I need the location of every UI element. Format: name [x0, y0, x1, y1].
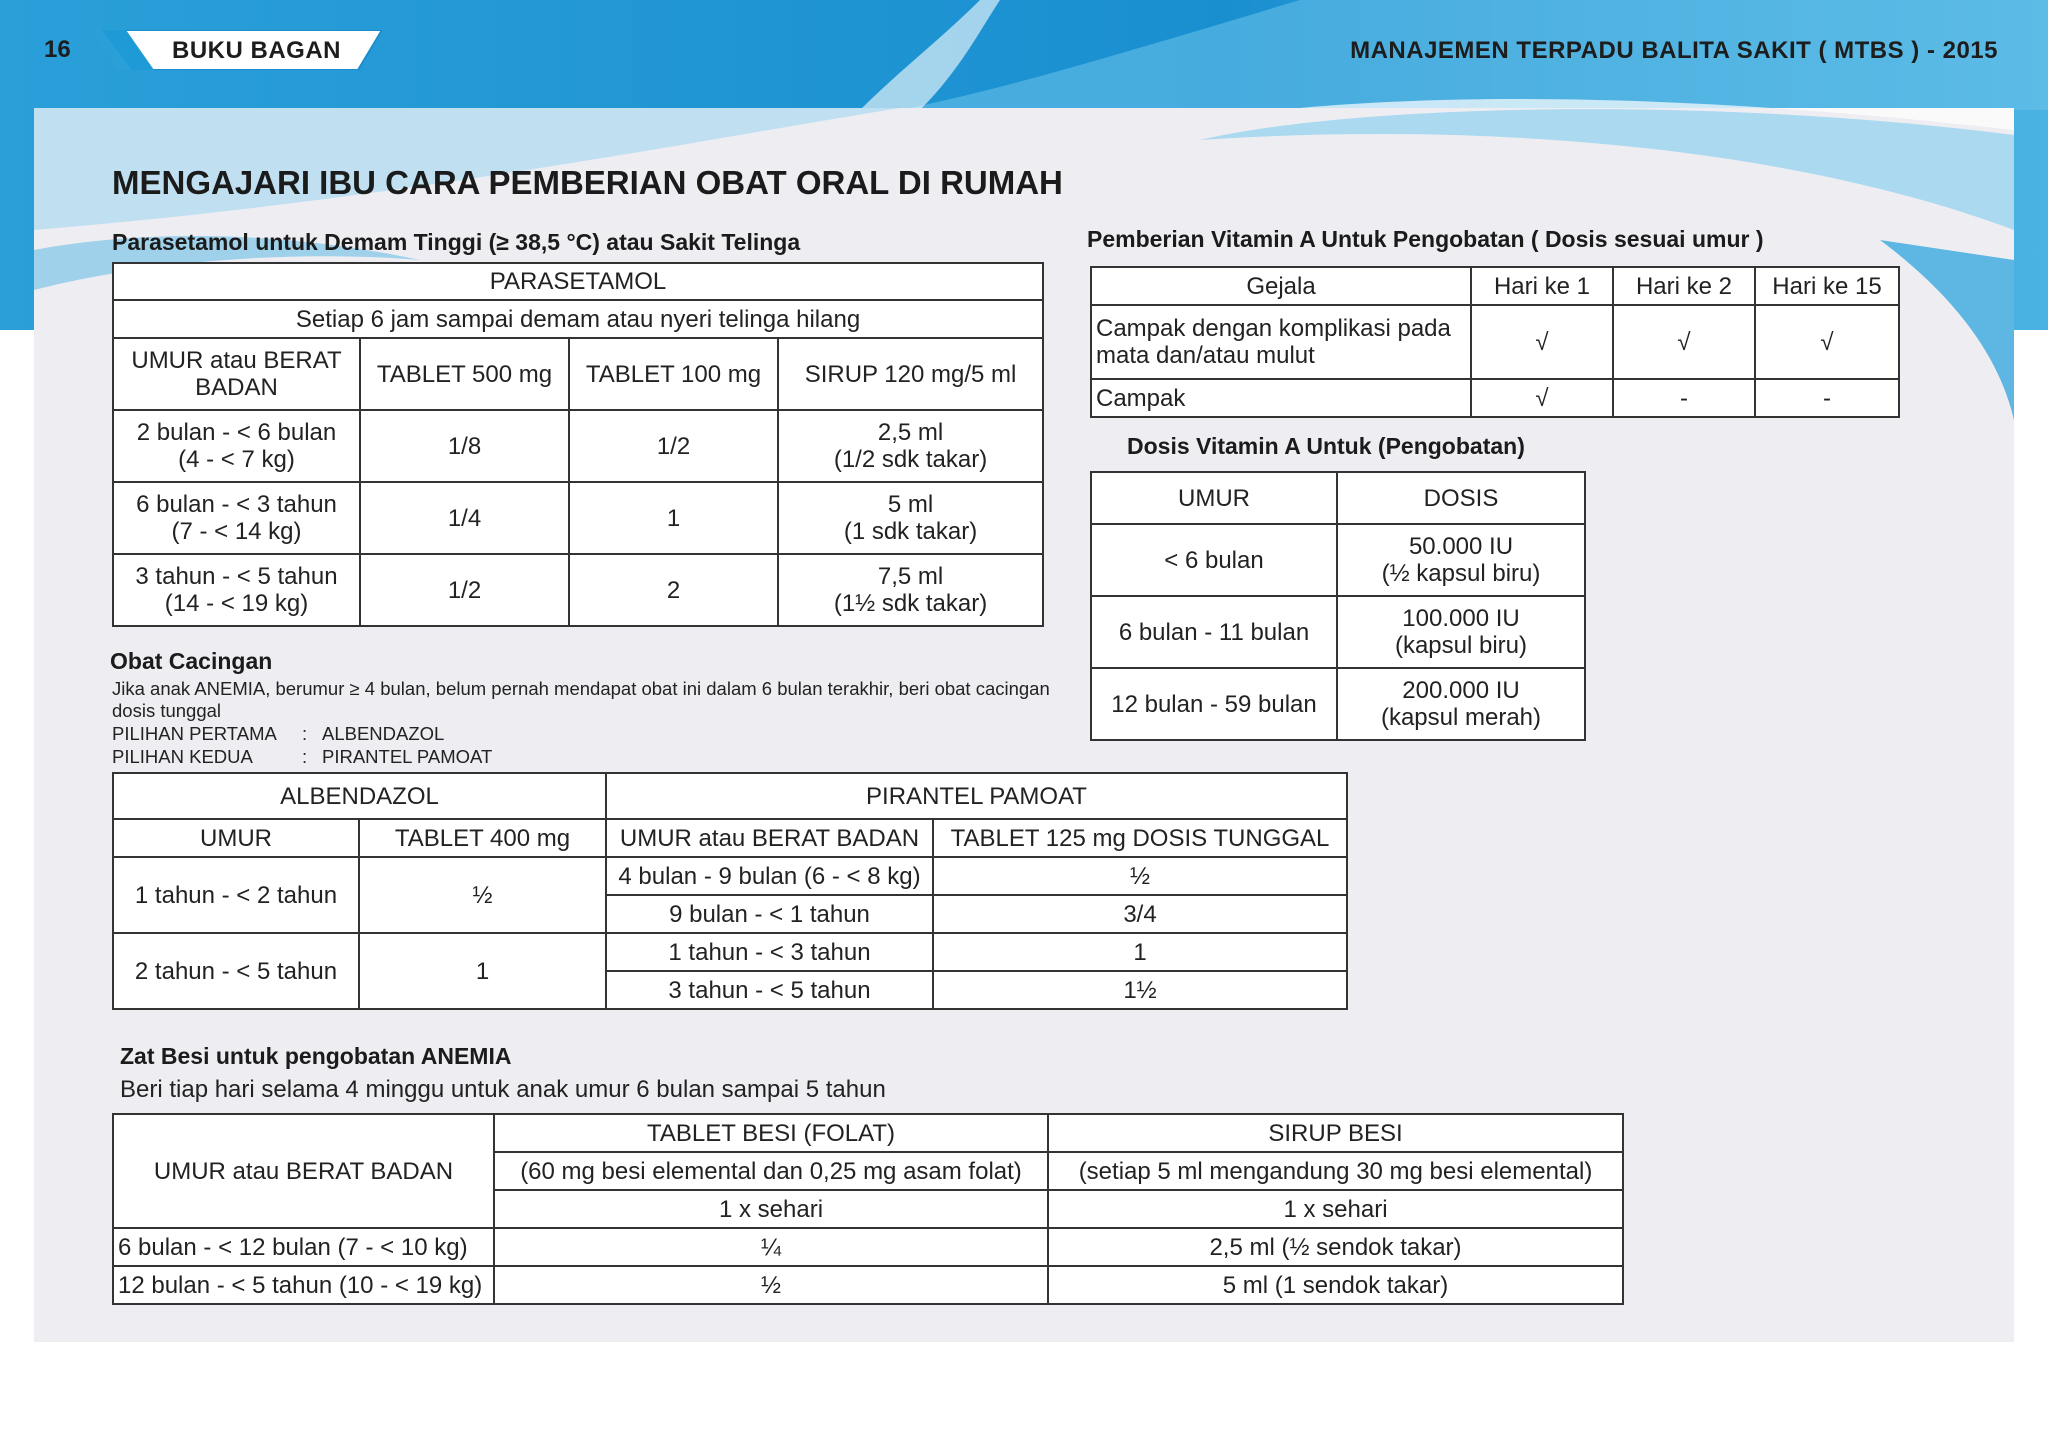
table-row — [113, 857, 1347, 895]
deworming-note: Jika anak ANEMIA, berumur ≥ 4 bulan, belum pernah mendapat obat ini dalam 6 bulan terakhir, beri obat cacingan dosis tunggal — [112, 678, 1050, 721]
table-row — [1091, 596, 1585, 668]
age-cell: 9 bulan - < 1 tahun — [606, 895, 933, 933]
tablet-dose: ½ — [494, 1266, 1048, 1304]
tablet-description: (60 mg besi elemental dan 0,25 mg asam folat) — [494, 1152, 1048, 1190]
table-row — [113, 1228, 1623, 1266]
col-header: SIRUP 120 mg/5 ml — [778, 338, 1043, 410]
symptom-cell: Campak dengan komplikasi pada mata dan/atau mulut — [1091, 305, 1471, 379]
age-cell: 12 bulan - 59 bulan — [1091, 668, 1337, 740]
check-mark: √ — [1471, 379, 1613, 417]
check-mark: √ — [1613, 305, 1755, 379]
table-row — [113, 933, 1347, 971]
deworming-heading: Obat Cacingan — [110, 648, 273, 674]
dash-mark: - — [1755, 379, 1899, 417]
dose-cell: 1½ — [933, 971, 1347, 1009]
dose-cell: 1/4 — [360, 482, 569, 554]
second-choice-label: PILIHAN KEDUA — [112, 746, 253, 767]
weight-cell: (4 - < 7 kg) — [178, 446, 295, 473]
table-row — [113, 482, 1043, 554]
tablet-frequency: 1 x sehari — [494, 1190, 1048, 1228]
separator: : — [302, 723, 308, 744]
dose-cell: 1 — [359, 933, 606, 1009]
deworming-table — [112, 772, 1348, 1010]
dose-cell: ½ — [359, 857, 606, 933]
tablet-dose: ¼ — [494, 1228, 1048, 1266]
weight-cell: (7 - < 14 kg) — [171, 518, 302, 545]
second-choice-value: PIRANTEL PAMOAT — [322, 746, 493, 767]
first-choice — [112, 723, 444, 745]
col-header: UMUR atau BERAT BADAN — [606, 819, 933, 857]
vitamin-a-dose-table — [1090, 471, 1586, 741]
section-tab-label: BUKU BAGAN — [172, 37, 341, 64]
paracetamol-subtitle: Setiap 6 jam sampai demam atau nyeri telinga hilang — [113, 300, 1043, 338]
age-cell: < 6 bulan — [1091, 524, 1337, 596]
dose-cell: ½ — [933, 857, 1347, 895]
page-number: 16 — [44, 36, 71, 63]
col-header: UMUR — [1091, 472, 1337, 524]
tablet-title: TABLET BESI (FOLAT) — [494, 1114, 1048, 1152]
col-header: UMUR — [113, 819, 359, 857]
col-header: DOSIS — [1337, 472, 1585, 524]
syrup-dose: 2,5 ml (½ sendok takar) — [1048, 1228, 1623, 1266]
dose-cell: 1 — [569, 482, 778, 554]
age-cell: 1 tahun - < 2 tahun — [113, 857, 359, 933]
capsule-cell: (kapsul merah) — [1380, 704, 1542, 731]
dose-cell: 50.000 IU — [1408, 533, 1514, 560]
dose-cell: 2 — [569, 554, 778, 626]
age-cell: 2 bulan - < 6 bulan — [136, 419, 337, 446]
table-row — [1091, 668, 1585, 740]
age-cell: 12 bulan - < 5 tahun (10 - < 19 kg) — [113, 1266, 494, 1304]
col-header: UMUR atau BERAT BADAN — [113, 338, 360, 410]
syrup-title: SIRUP BESI — [1048, 1114, 1623, 1152]
age-cell: 3 tahun - < 5 tahun — [606, 971, 933, 1009]
book-title: MANAJEMEN TERPADU BALITA SAKIT ( MTBS ) - 2015 — [1350, 37, 1998, 64]
check-mark: √ — [1755, 305, 1899, 379]
age-cell: 2 tahun - < 5 tahun — [113, 933, 359, 1009]
symptom-cell: Campak — [1091, 379, 1471, 417]
first-choice-label: PILIHAN PERTAMA — [112, 723, 277, 744]
dose-cell: 100.000 IU — [1402, 605, 1520, 632]
vitamin-a-table — [1090, 266, 1900, 418]
albendazol-title: ALBENDAZOL — [113, 773, 606, 819]
dose-cell: 1/2 — [360, 554, 569, 626]
col-header: TABLET 100 mg — [569, 338, 778, 410]
iron-heading: Zat Besi untuk pengobatan ANEMIA — [120, 1043, 512, 1069]
vitamin-a-dose-heading: Dosis Vitamin A Untuk (Pengobatan) — [1127, 433, 1525, 459]
syrup-note: (1 sdk takar) — [843, 518, 978, 545]
dose-cell: 3/4 — [933, 895, 1347, 933]
col-header: TABLET 500 mg — [360, 338, 569, 410]
col-header: UMUR atau BERAT BADAN — [113, 1114, 494, 1228]
col-header: TABLET 125 mg DOSIS TUNGGAL — [933, 819, 1347, 857]
table-row — [113, 1266, 1623, 1304]
age-cell: 4 bulan - 9 bulan (6 - < 8 kg) — [606, 857, 933, 895]
check-mark: √ — [1471, 305, 1613, 379]
capsule-cell: (kapsul biru) — [1394, 632, 1528, 659]
paracetamol-heading: Parasetamol untuk Demam Tinggi (≥ 38,5 °C) atau Sakit Telinga — [112, 229, 801, 255]
vitamin-a-heading: Pemberian Vitamin A Untuk Pengobatan ( Dosis sesuai umur ) — [1087, 226, 1764, 252]
table-row — [113, 410, 1043, 482]
syrup-note: (1/2 sdk takar) — [833, 446, 988, 473]
syrup-description: (setiap 5 ml mengandung 30 mg besi elemental) — [1048, 1152, 1623, 1190]
second-choice — [112, 746, 492, 768]
weight-cell: (14 - < 19 kg) — [164, 590, 309, 617]
syrup-frequency: 1 x sehari — [1048, 1190, 1623, 1228]
paracetamol-table-title: PARASETAMOL — [113, 263, 1043, 300]
age-cell: 1 tahun - < 3 tahun — [606, 933, 933, 971]
col-header: Hari ke 1 — [1471, 267, 1613, 305]
page-title: MENGAJARI IBU CARA PEMBERIAN OBAT ORAL DI RUMAH — [112, 164, 1063, 201]
paracetamol-table — [112, 262, 1044, 627]
syrup-dose: 2,5 ml — [877, 419, 944, 446]
col-header: Gejala — [1091, 267, 1471, 305]
table-row — [1091, 305, 1899, 379]
pirantel-title: PIRANTEL PAMOAT — [606, 773, 1347, 819]
age-cell: 6 bulan - 11 bulan — [1091, 596, 1337, 668]
table-row — [1091, 524, 1585, 596]
syrup-dose: 7,5 ml — [877, 563, 944, 590]
col-header: Hari ke 15 — [1755, 267, 1899, 305]
iron-subheading: Beri tiap hari selama 4 minggu untuk anak umur 6 bulan sampai 5 tahun — [120, 1076, 886, 1103]
capsule-cell: (½ kapsul biru) — [1381, 560, 1541, 587]
dose-cell: 1 — [933, 933, 1347, 971]
age-cell: 3 tahun - < 5 tahun — [135, 563, 338, 590]
table-row — [113, 554, 1043, 626]
age-cell: 6 bulan - < 3 tahun — [136, 491, 337, 518]
age-cell: 6 bulan - < 12 bulan (7 - < 10 kg) — [113, 1228, 494, 1266]
col-header: Hari ke 2 — [1613, 267, 1755, 305]
table-row — [1091, 379, 1899, 417]
syrup-dose: 5 ml — [887, 491, 934, 518]
col-header: TABLET 400 mg — [359, 819, 606, 857]
iron-table — [112, 1113, 1624, 1305]
dose-cell: 200.000 IU — [1402, 677, 1520, 704]
dose-cell: 1/2 — [569, 410, 778, 482]
first-choice-value: ALBENDAZOL — [322, 723, 445, 744]
syrup-note: (1½ sdk takar) — [833, 590, 988, 617]
dash-mark: - — [1613, 379, 1755, 417]
dose-cell: 1/8 — [360, 410, 569, 482]
syrup-dose: 5 ml (1 sendok takar) — [1048, 1266, 1623, 1304]
separator: : — [302, 746, 308, 767]
